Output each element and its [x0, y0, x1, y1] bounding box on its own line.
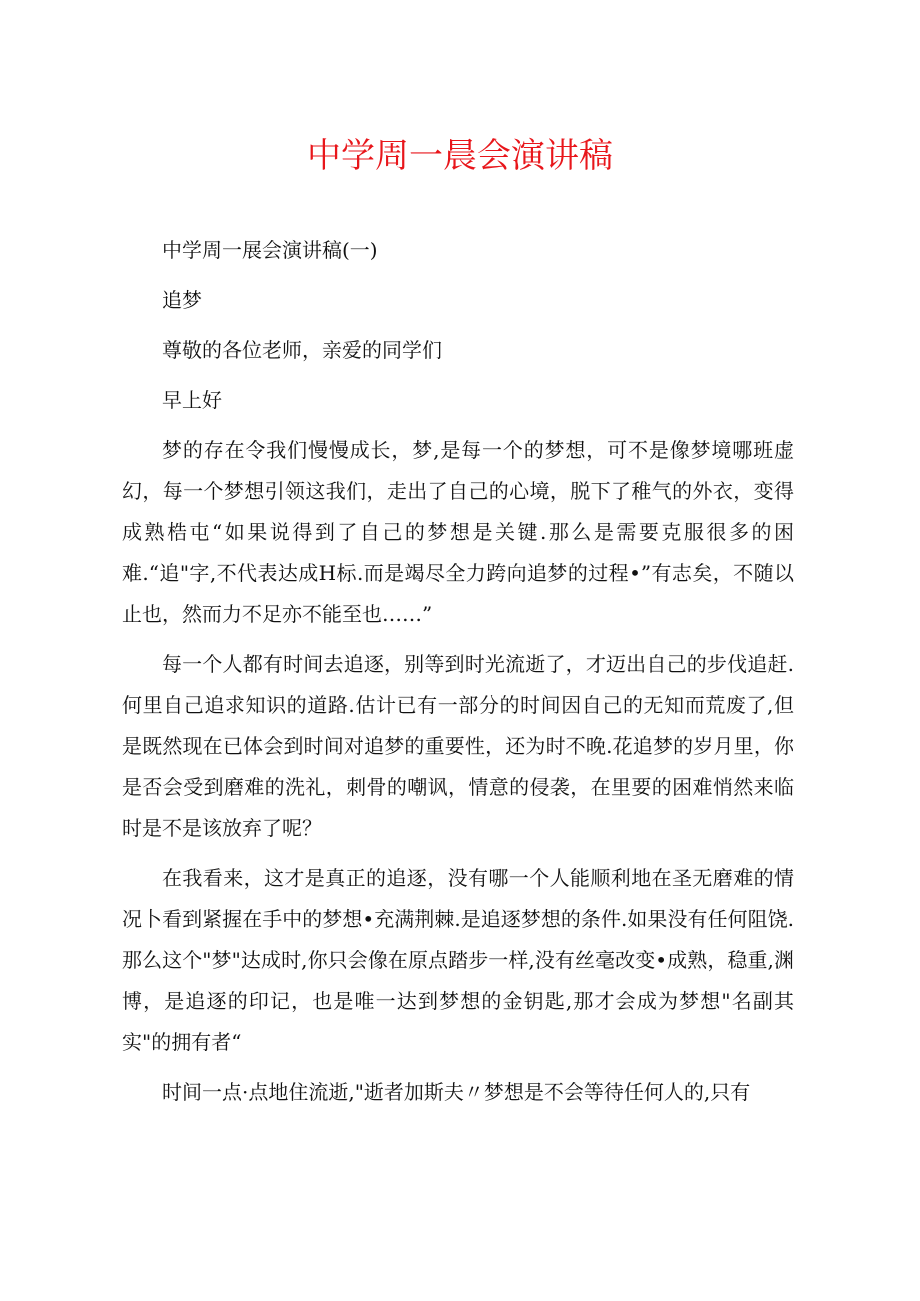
paragraph: 梦的存在令我们慢慢成长，梦,是每一个的梦想，可不是像梦境哪班虚幻，每一个梦想引领这我们，走出了自己的心境，脱下了稚气的外衣，变得成熟梏屯“如果说得到了自己的梦想是关键.那么是需要克服很多的困难.“追"字,不代表达成H标.而是竭尽全力跨向追梦的过程•”有志矣，不随以止也，然而力不足亦不能至也……”: [122, 438, 794, 626]
speech-subtitle: 中学周一展会演讲稿(一): [162, 238, 378, 262]
paragraph: 每一个人都有时间去追逐，别等到时光流逝了，才迈出自己的步伐追赶.何里自己追求知识的道路.估计已有一部分的时间因自己的无知而荒废了,但是既然现在已体会到时间对追梦的重要性，还为时不晚.花追梦的岁月里，你是否会受到磨难的洗礼，刺骨的嘲讽，情意的侵袭，在里要的困难悄然来临时是不是该放弃了呢？: [122, 652, 794, 840]
document-body: [122, 230, 794, 1122]
salutation: 尊敬的各位老师，亲爱的同学们: [162, 338, 442, 362]
document-title: 中学周一晨会演讲稿: [307, 136, 613, 176]
paragraph: 在我看来，这才是真正的追逐，没有哪一个人能顺利地在圣无磨难的情况卜看到紧握在手中的梦想•充满荆棘.是追逐梦想的条件.如果没有任何阻饶.那么这个"梦"达成时,你只会像在原点踏步一样,没有丝毫改变•成熟，稳重,渊博，是追逐的印记，也是唯一达到梦想的金钥匙,那才会成为梦想"名副其实"的拥有者“: [122, 866, 794, 1054]
paragraph: 时间一点·点地住流逝,"逝者加斯夫〃梦想是不会等待任何人的,只有: [162, 1080, 751, 1104]
speech-topic: 追梦: [162, 288, 202, 312]
greeting: 早上好: [162, 388, 222, 412]
